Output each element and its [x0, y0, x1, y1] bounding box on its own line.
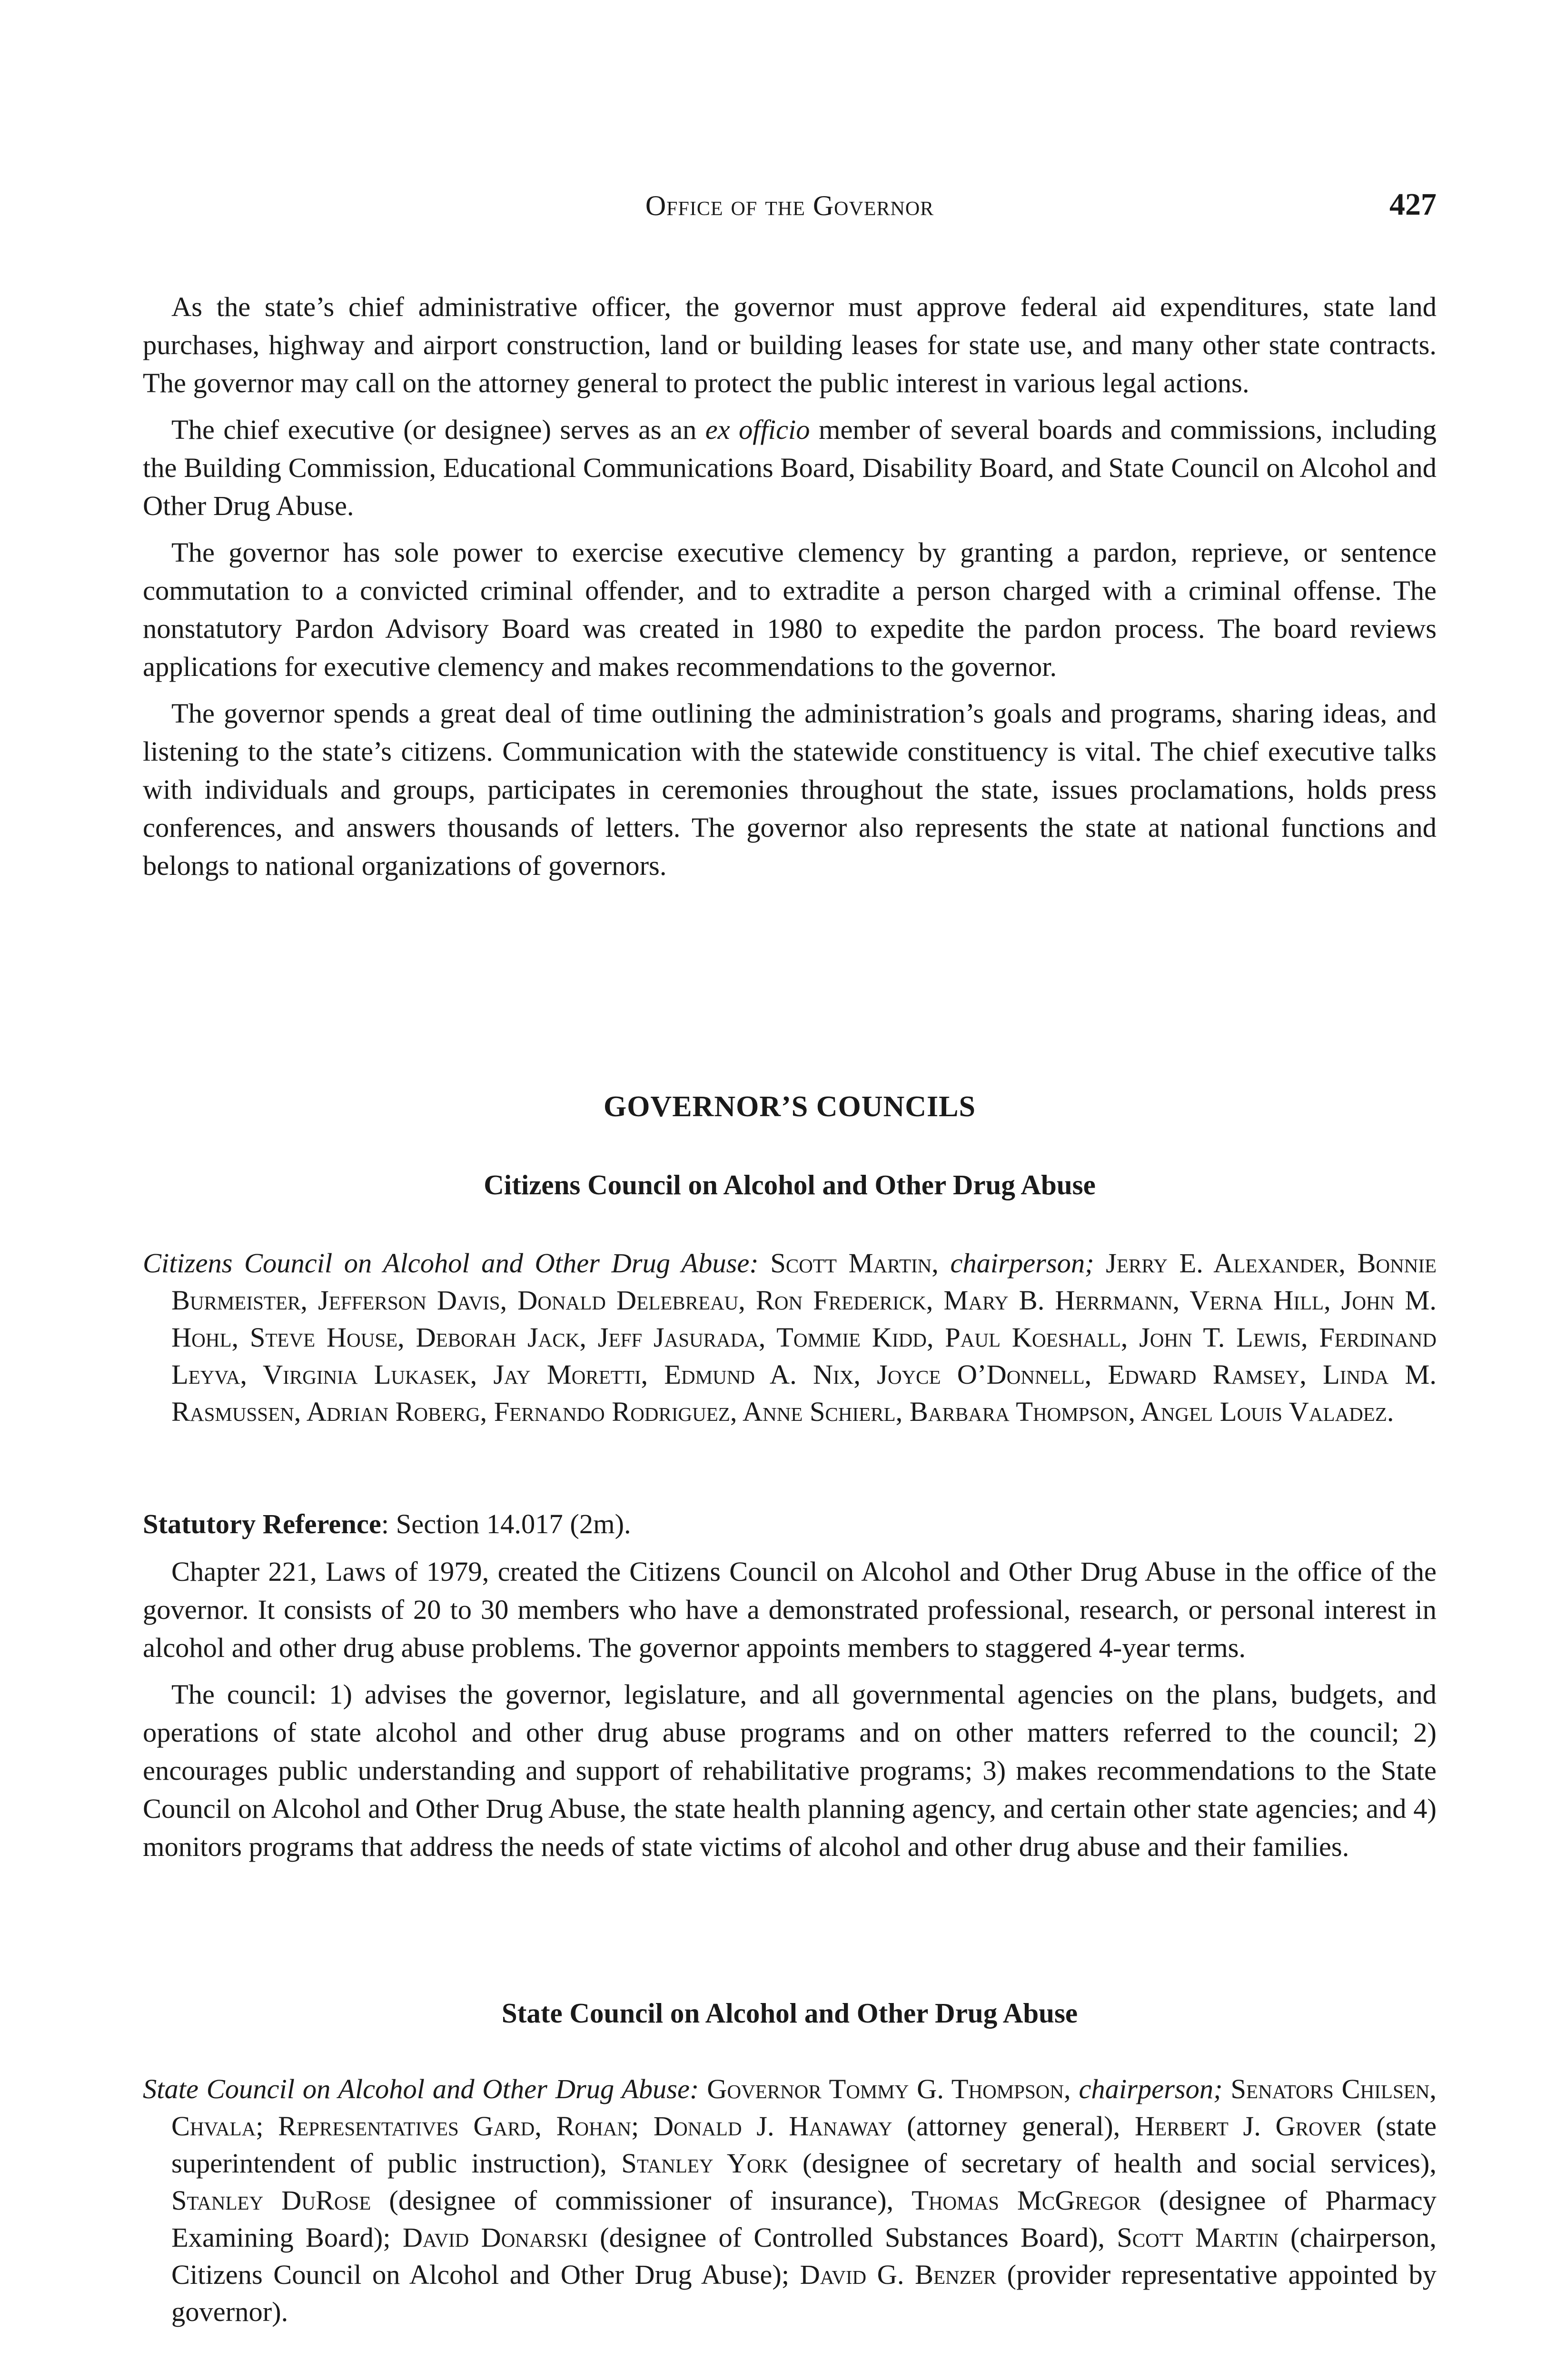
member-note: (attorney general),	[907, 2111, 1120, 2142]
member-name: Herbert J. Grover	[1134, 2111, 1362, 2142]
council-2-chair: Governor Tommy G. Thompson,	[707, 2073, 1071, 2104]
council-2-membership	[143, 2071, 1437, 2330]
paragraph-ex-officio: The chief executive (or designee) serves as an ex officio member of several boards and commissions, including the Building Commission, Educational Communications Board, Disability Board, and State Council on Alcohol and Other Drug Abuse.	[143, 414, 1437, 521]
member-name: Stanley York	[621, 2148, 788, 2179]
section-title: GOVERNOR’S COUNCILS	[603, 1091, 976, 1123]
paragraph: The governor spends a great deal of time outlining the administration’s goals and programs, sharing ideas, and listening to the state’s citizens. Communication with the statewide constituency is vital. The chief executive talks with individuals and groups, participates in ceremonies throughout the state, issues proclamations, holds press conferences, and answers thousands of letters. The governor also represents the state at national functions and belongs to national organizations of governors.	[143, 698, 1437, 881]
member-note: (chairperson, Citizens Council on Alcohol and Other Drug Abuse);	[171, 2222, 1437, 2290]
council-2-label: State Council on Alcohol and Other Drug Abuse:	[143, 2073, 699, 2104]
council-1-heading: Citizens Council on Alcohol and Other Drug Abuse	[484, 1169, 1096, 1200]
member-note: (designee of Pharmacy Examining Board);	[171, 2185, 1437, 2253]
statutory-value: : Section 14.017 (2m).	[381, 1508, 631, 1539]
council-1-membership	[143, 1245, 1437, 1430]
paragraph: As the state’s chief administrative officer, the governor must approve federal aid expenditures, state land purchases, highway and airport construction, land or building leases for state use, and many other state contracts. The governor may call on the attorney general to protect the public interest in various legal actions.	[143, 291, 1437, 398]
council-2-heading: State Council on Alcohol and Other Drug Abuse	[501, 1997, 1078, 2029]
council-1-description	[143, 1553, 1437, 1874]
paragraph: The governor has sole power to exercise executive clemency by granting a pardon, reprieve, or sentence commutation to a convicted criminal offender, and to extradite a person charged with a criminal offense. The nonstatutory Pardon Advisory Board was created in 1980 to expedite the pardon process. The board reviews applications for executive clemency and makes recommendations to the governor.	[143, 537, 1437, 682]
council-1-chair: Scott Martin,	[770, 1248, 939, 1279]
council-2-chair-role: chairperson;	[1079, 2073, 1223, 2104]
ex-officio-term: ex officio	[705, 414, 810, 445]
member-name: Donald J. Hanaway	[653, 2111, 892, 2142]
member-name: Scott Martin	[1117, 2222, 1278, 2253]
statutory-label: Statutory Reference	[143, 1508, 381, 1539]
member-note: (designee of Controlled Substances Board),	[600, 2222, 1105, 2253]
council-1-chair-role: chairperson;	[950, 1248, 1094, 1279]
member-note: (provider representative appointed by governor).	[171, 2259, 1437, 2327]
member-note: (state superintendent of public instruction),	[171, 2111, 1437, 2179]
intro-text	[143, 288, 1437, 893]
member-name: Thomas McGregor	[912, 2185, 1141, 2216]
page-header	[143, 189, 1437, 242]
paragraph: The council: 1) advises the governor, legislature, and all governmental agencies on the plans, budgets, and operations of state alcohol and other drug abuse programs and on other matters referred to the council; 2) encourages public understanding and support of rehabilitative programs; 3) makes recommendations to the State Council on Alcohol and Other Drug Abuse, the state health planning agency, and certain other state agencies; and 4) monitors programs that address the needs of state victims of alcohol and other drug abuse and their families.	[143, 1679, 1437, 1862]
council-1-member-list: Jerry E. Alexander, Bonnie Burmeister, Jefferson Davis, Donald Delebreau, Ron Frederick, Mary B. Herrmann, Verna Hill, John M. Hohl, Steve House, Deborah Jack, Jeff Jasurada, Tommie Kidd, Paul Koeshall, John T. Lewis, Ferdinand Leyva, Virginia Lukasek, Jay Moretti, Edmund A. Nix, Joyce O’Donnell, Edward Ramsey, Linda M. Rasmussen, Adrian Roberg, Fernando Rodriguez, Anne Schierl, Barbara Thompson, Angel Louis Valadez.	[171, 1248, 1437, 1427]
member-name: Representatives Gard, Rohan;	[278, 2111, 639, 2142]
running-head: Office of the Governor	[645, 190, 934, 221]
member-note: (designee of secretary of health and social services),	[803, 2148, 1437, 2179]
member-name: David Donarski	[402, 2222, 588, 2253]
paragraph: Chapter 221, Laws of 1979, created the Citizens Council on Alcohol and Other Drug Abuse in the office of the governor. It consists of 20 to 30 members who have a demonstrated professional, research, or personal interest in alcohol and other drug abuse problems. The governor appoints members to staggered 4-year terms.	[143, 1556, 1437, 1663]
statutory-reference	[143, 1506, 1437, 1543]
member-name: Stanley DuRose	[171, 2185, 371, 2216]
member-note: (designee of commissioner of insurance),	[389, 2185, 894, 2216]
member-name: David G. Benzer	[800, 2259, 997, 2290]
page-number: 427	[1389, 187, 1437, 222]
member-name: Senators Chilsen, Chvala;	[171, 2073, 1437, 2142]
council-1-label: Citizens Council on Alcohol and Other Drug Abuse:	[143, 1248, 759, 1279]
